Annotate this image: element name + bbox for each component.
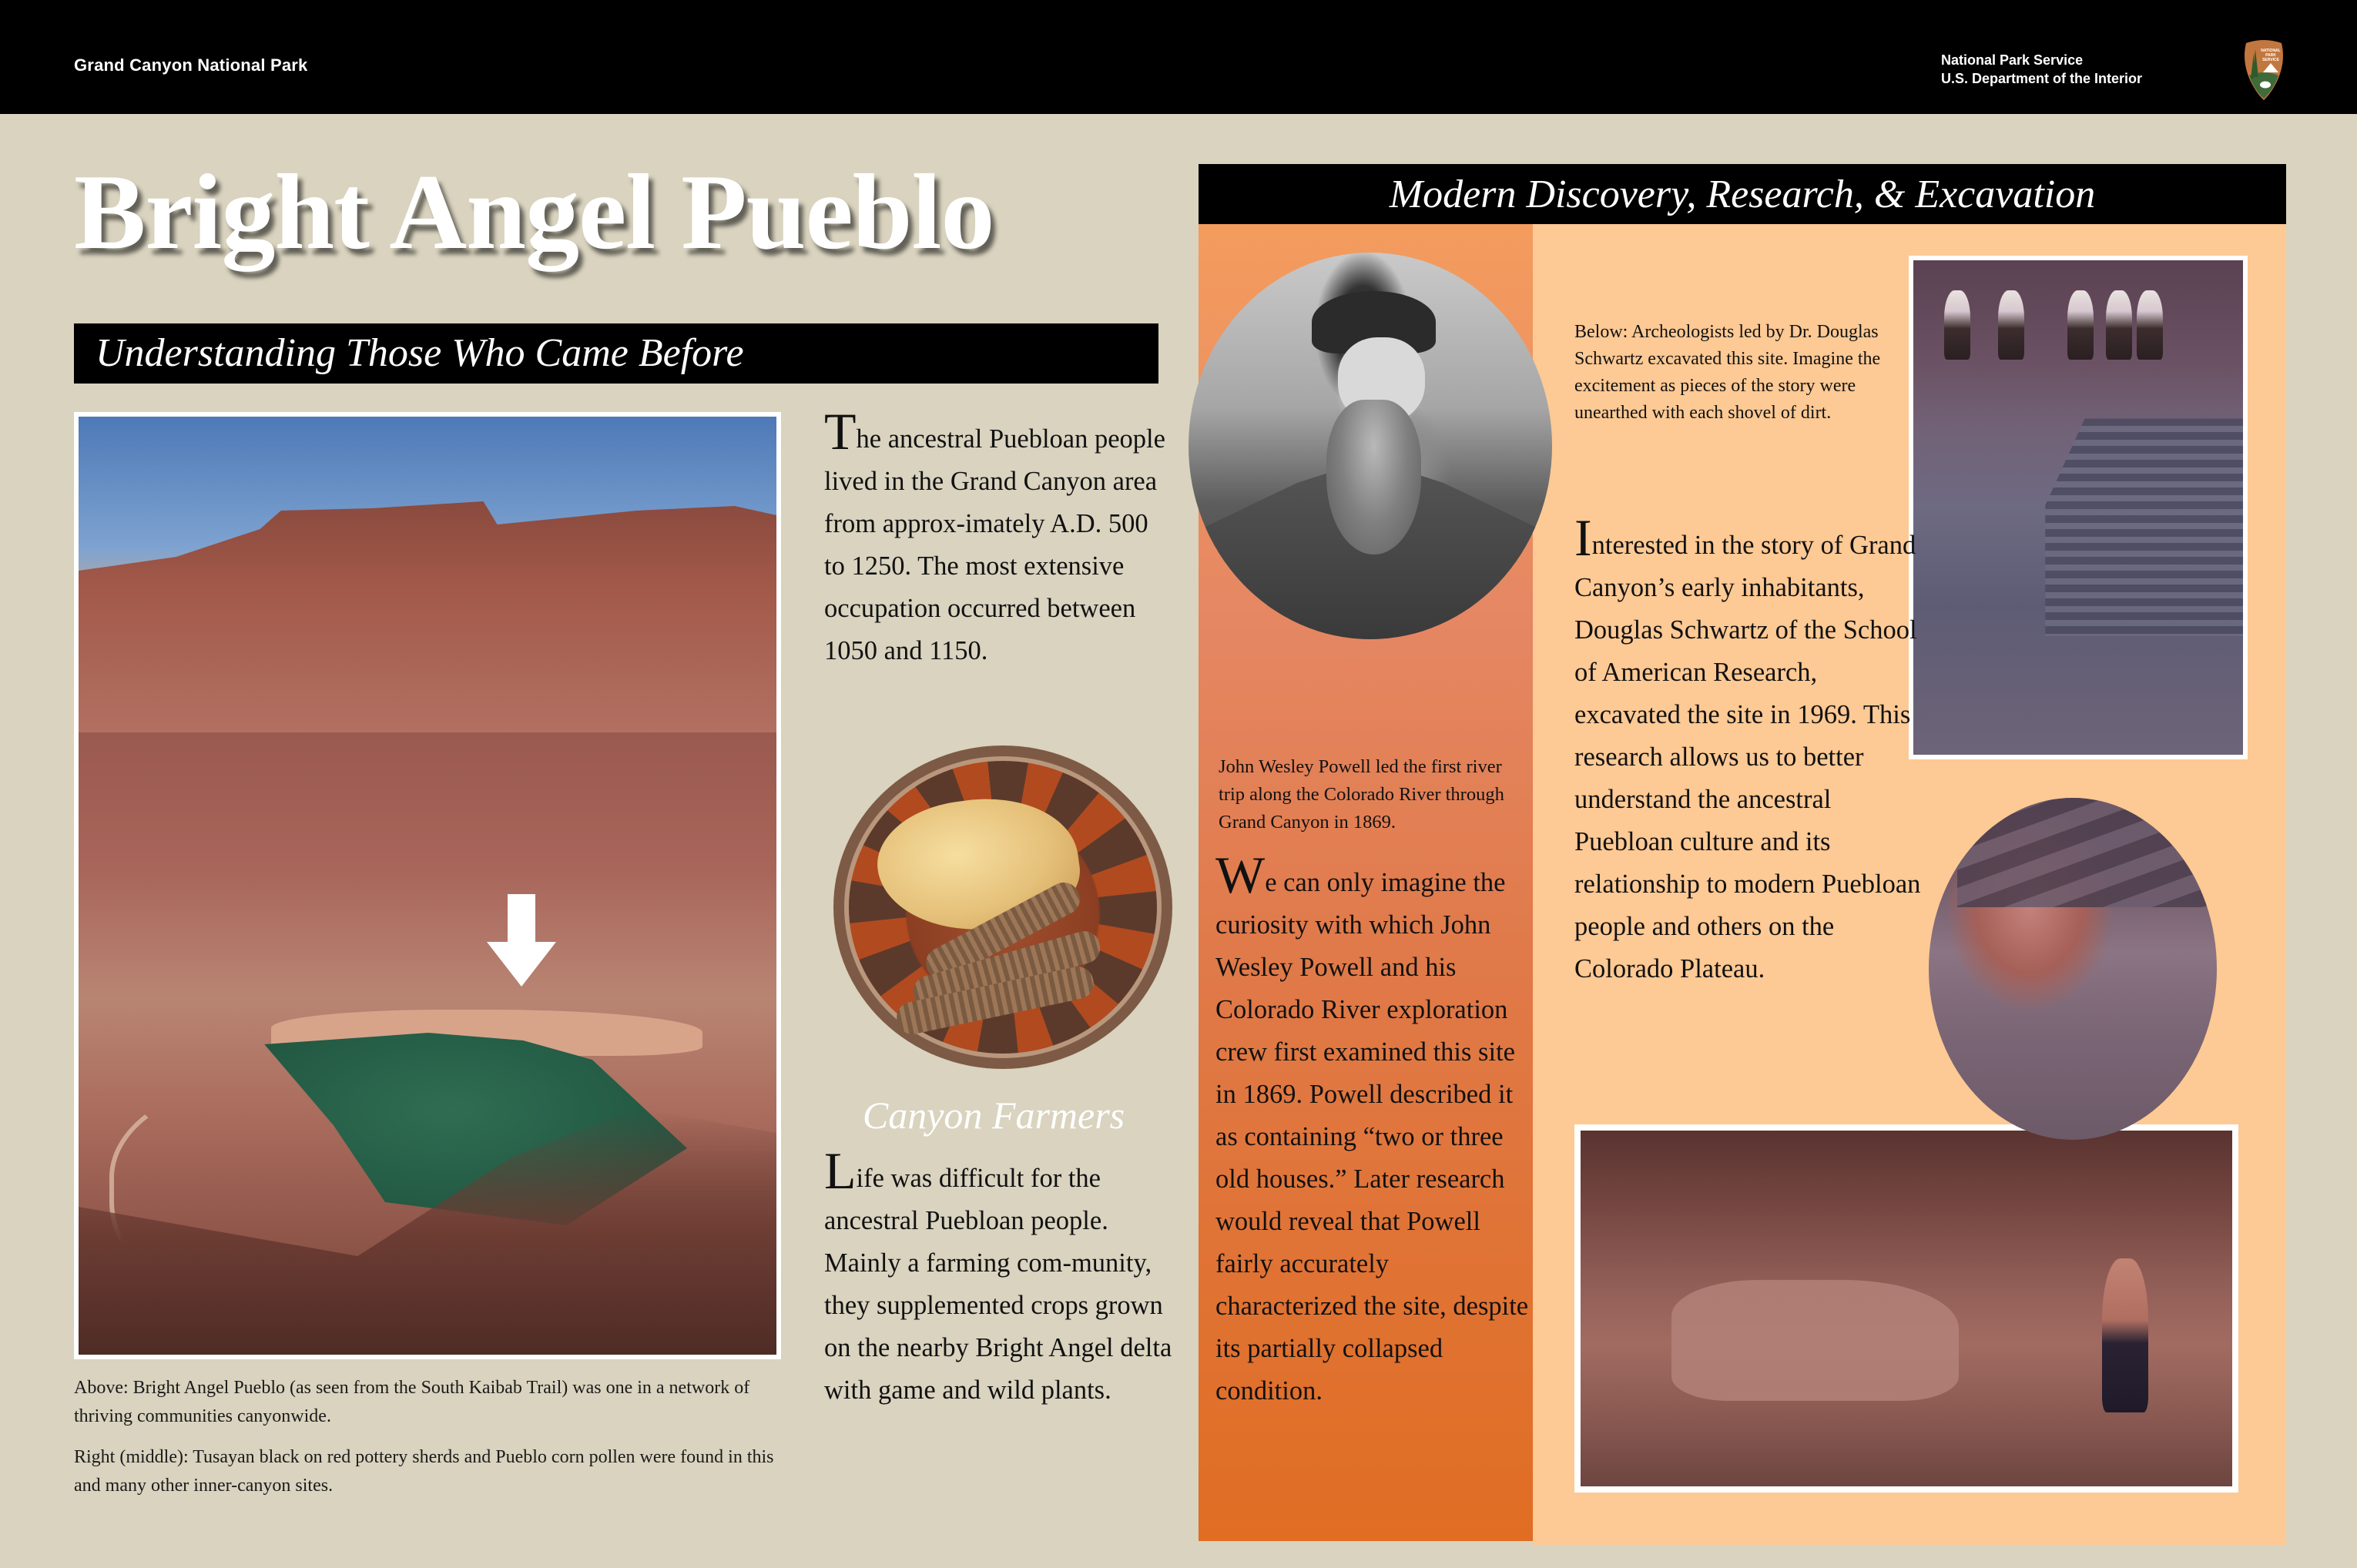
right-section-title: Modern Discovery, Research, & Excavation: [1389, 173, 2096, 216]
excavation-pit-image: [1581, 1131, 2232, 1486]
excavation-pit: [1671, 1280, 1958, 1401]
powell-paragraph: [1215, 846, 1531, 1412]
svg-text:PARK: PARK: [2265, 53, 2276, 58]
department-name: U.S. Department of the Interior: [1941, 71, 2143, 86]
caption-above: Above: Bright Angel Pueblo (as seen from the South Kaibab Trail) was one in a network of thriving communities canyonwide.: [74, 1378, 750, 1426]
schwartz-paragraph: [1574, 508, 1929, 990]
pueblo-walls: [2045, 418, 2243, 635]
rider: [2067, 290, 2094, 360]
dropcap: T: [824, 402, 857, 461]
archeologist-oval-photo: [1929, 798, 2217, 1140]
park-name: Grand Canyon National Park: [74, 55, 308, 75]
top-header-bar: [0, 0, 2357, 114]
site-marker-arrow-icon: [487, 894, 556, 987]
intro-text: he ancestral Puebloan people lived in the Grand Canyon area from approx-imately A.D. 500 to 1250. The most extensive occupation occurred between 1050 and 1150.: [824, 424, 1165, 665]
worker-sifting: [2102, 1258, 2148, 1412]
dropcap: L: [824, 1141, 857, 1200]
excavation-caption: Below: Archeologists led by Dr. Douglas Schwartz excavated this site. Imagine the excitement as pieces of the story were unearthed with each shovel of dirt.: [1574, 322, 1881, 423]
portrait-caption: John Wesley Powell led the first river trip along the Colorado River through Grand Canyon in 1869.: [1219, 756, 1504, 833]
dropcap: I: [1574, 508, 1592, 567]
schwartz-text: nterested in the story of Grand Canyon’s early inhabitants, Douglas Schwartz of the School of American Research, excavated the site in 1969. This research allows us to better understand the ancestral Puebloan culture and its relationship to modern Puebloan people and others on the Colorado Plateau.: [1574, 531, 1921, 983]
rider: [2106, 290, 2132, 360]
canyon-photo: [74, 412, 781, 1359]
farmers-paragraph: [824, 1141, 1186, 1412]
page-title: Bright Angel Pueblo: [74, 152, 994, 272]
stone-wall: [1957, 798, 2217, 907]
excavation-pit-photo: [1574, 1124, 2238, 1493]
pottery-bowl-photo: [833, 745, 1172, 1069]
powell-portrait: [1189, 253, 1552, 639]
section-subtitle: Understanding Those Who Came Before: [96, 331, 744, 375]
intro-paragraph: [824, 402, 1171, 672]
mule-riders-image: [1913, 260, 2243, 755]
right-section-header: [1199, 164, 2286, 224]
rider: [1944, 290, 1970, 360]
canyon-photo-image: [79, 417, 776, 1355]
caption-right-middle: Right (middle): Tusayan black on red pottery sherds and Pueblo corn pollen were found in this and many other inner-canyon sites.: [74, 1447, 774, 1496]
nps-arrowhead-icon: [2240, 39, 2288, 102]
svg-text:NATIONAL: NATIONAL: [2261, 49, 2281, 53]
canyon-cliffs: [79, 501, 776, 732]
rider: [2137, 290, 2163, 360]
agency-block: [1941, 51, 2142, 88]
svg-text:SERVICE: SERVICE: [2262, 58, 2279, 62]
mule-riders-photo: [1909, 256, 2248, 759]
dropcap: W: [1215, 846, 1266, 904]
powell-text: e can only imagine the curiosity with which John Wesley Powell and his Colorado River exploration crew first examined this site in 1869. Powell described it as containing “two or three old houses.” Later research would reveal that Powell fairly accurately characterized the site, despite its partially collapsed condition.: [1215, 868, 1529, 1406]
canyon-farmers-heading: Canyon Farmers: [862, 1094, 1125, 1137]
section-subtitle-bar: [74, 323, 1158, 384]
farmers-text: ife was difficult for the ancestral Puebloan people. Mainly a farming com-munity, they supplemented crops grown on the nearby Bright Angel delta with game and wild plants.: [824, 1164, 1172, 1405]
portrait-beard: [1326, 400, 1421, 554]
agency-name: National Park Service: [1941, 52, 2084, 68]
rider: [1998, 290, 2024, 360]
